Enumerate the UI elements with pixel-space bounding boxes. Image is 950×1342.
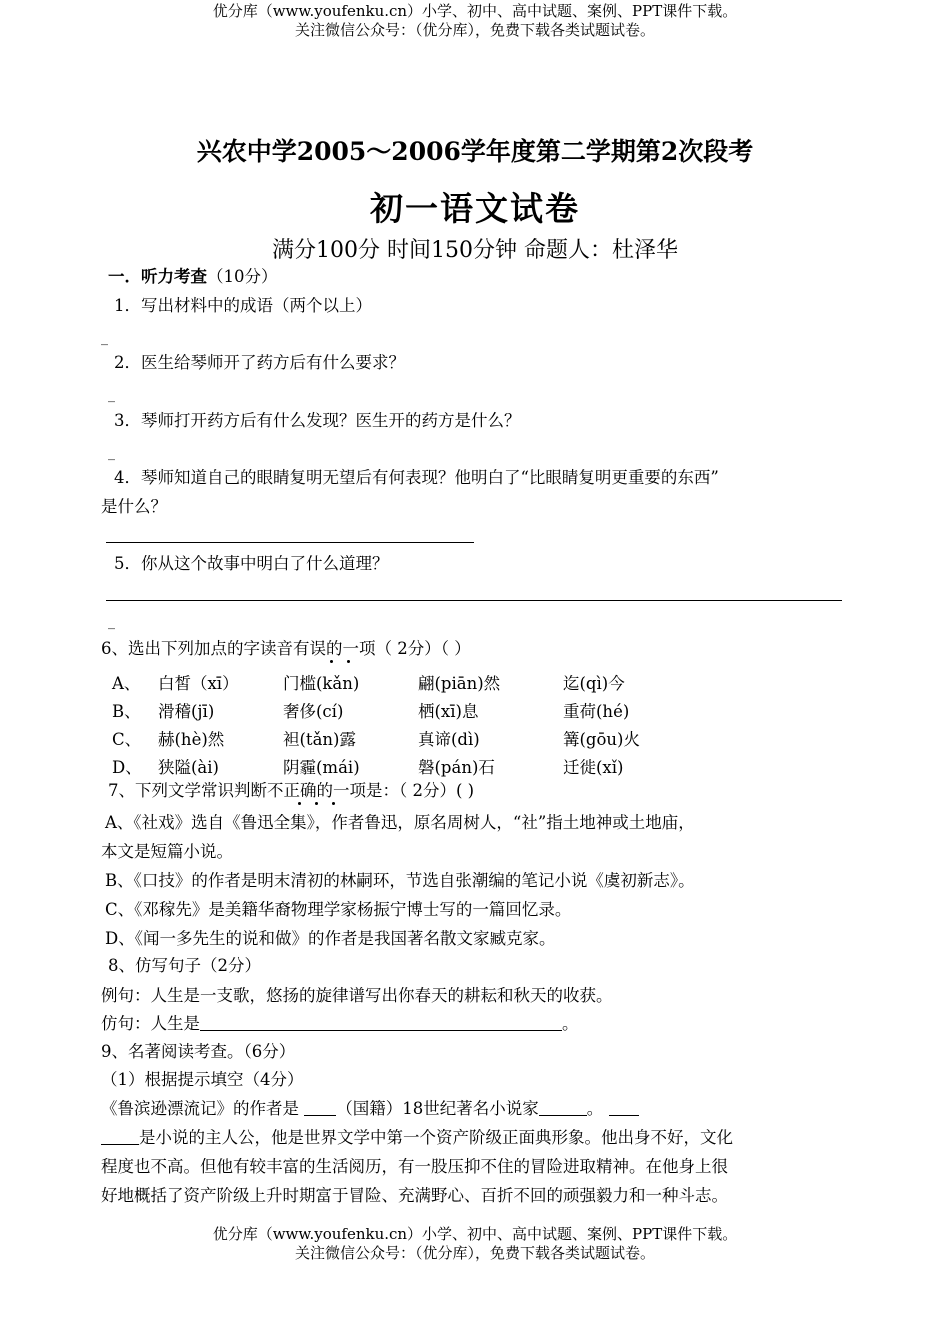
- q4-text-line1: 4．琴师知道自己的眼睛复明无望后有何表现？他明白了“比眼睛复明更重要的东西”: [114, 468, 719, 487]
- answer-dash: _: [108, 445, 115, 461]
- q7-option-d: D、《闻一多先生的说和做》的作者是我国著名散文家臧克家。: [105, 929, 556, 948]
- q9-protagonist-blank[interactable]: [609, 1099, 639, 1116]
- q9-author-label: 《鲁滨逊漂流记》的作者是: [101, 1099, 299, 1118]
- q9-novelist-blank[interactable]: [539, 1099, 587, 1116]
- option-item: 门槛(kǎn): [283, 674, 360, 693]
- option-item: 磐(pán)石: [418, 758, 495, 777]
- q1-text: 1．写出材料中的成语（两个以上）: [114, 296, 372, 315]
- option-item: 白皙（xī）: [158, 674, 239, 693]
- option-item: 赫(hè)然: [158, 730, 225, 749]
- option-item: 篝(gōu)火: [563, 730, 640, 749]
- q7-stem: 7、下列文学常识判断不正确的一项是：（ 2分）( ): [108, 781, 475, 800]
- q9-protagonist-blank-cont[interactable]: [101, 1128, 139, 1145]
- emphasis-dot: [347, 660, 350, 663]
- option-item: 阴霾(mái): [283, 758, 360, 777]
- exam-info: 满分100分 时间150分钟 命题人：杜泽华: [272, 238, 678, 263]
- q9-nationality-label: （国籍）18世纪著名小说家: [336, 1099, 539, 1118]
- q9-line1: [101, 1098, 639, 1120]
- q5-answer-line[interactable]: [106, 600, 842, 601]
- q7-option-b: B、《口技》的作者是明末清初的林嗣环，节选自张潮编的笔记小说《虞初新志》。: [105, 871, 695, 890]
- q9-line2: [101, 1127, 733, 1149]
- q8-example: 例句：人生是一支歌，悠扬的旋律谱写出你春天的耕耘和秋天的收获。: [101, 986, 613, 1005]
- option-item: 迁徙(xǐ): [563, 758, 624, 777]
- answer-dash: _: [108, 614, 115, 630]
- emphasis-dot: [332, 802, 335, 805]
- q9-line2-text: 是小说的主人公，他是世界文学中第一个资产阶级正面典形象。他出身不好，文化: [139, 1128, 733, 1147]
- q2-text: 2．医生给琴师开了药方后有什么要求？: [114, 353, 405, 372]
- option-item: 栖(xī)息: [418, 702, 479, 721]
- header-line-1: 优分库（www.youfenku.cn）小学、初中、高中试题、案例、PPT课件下载。: [212, 2, 738, 20]
- q7-option-a-line2: 本文是短篇小说。: [101, 842, 233, 861]
- option-item: 滑稽(jī): [158, 702, 215, 721]
- q9-author-blank[interactable]: [304, 1099, 336, 1116]
- answer-dash: _: [101, 330, 108, 346]
- option-label: C、: [112, 730, 142, 749]
- option-item: 狭隘(ài): [158, 758, 219, 777]
- section1-title: 一．听力考查: [108, 267, 207, 286]
- emphasis-dot: [315, 802, 318, 805]
- q3-text: 3．琴师打开药方后有什么发现？医生开的药方是什么？: [114, 411, 521, 430]
- q6-stem: 6、选出下列加点的字读音有误的一项（ 2分）（ ）: [101, 639, 471, 658]
- q9-line3: 程度也不高。但他有较丰富的生活阅历，有一股压抑不住的冒险进取精神。在他身上很: [101, 1157, 728, 1176]
- option-item: 迄(qì)今: [563, 674, 625, 693]
- q8-imitate-line: [101, 1013, 579, 1035]
- q9-sub1: （1）根据提示填空（4分）: [101, 1070, 304, 1089]
- footer-line-1: 优分库（www.youfenku.cn）小学、初中、高中试题、案例、PPT课件下载。: [212, 1225, 738, 1243]
- section1-heading: [108, 266, 278, 288]
- option-item: 真谛(dì): [418, 730, 480, 749]
- q4-answer-line[interactable]: [106, 542, 474, 543]
- answer-dash: _: [108, 387, 115, 403]
- q9-period: 。: [586, 1099, 604, 1118]
- q9-line4: 好地概括了资产阶级上升时期富于冒险、充满野心、百折不回的顽强毅力和一种斗志。: [101, 1186, 728, 1205]
- option-item: 奢侈(cí): [283, 702, 344, 721]
- option-label: A、: [112, 674, 141, 693]
- q8-imitate-label: 仿句：人生是: [101, 1014, 200, 1033]
- footer-line-2: 关注微信公众号：（优分库），免费下载各类试题试卷。: [294, 1244, 655, 1262]
- q8-answer-blank[interactable]: [200, 1014, 562, 1031]
- q7-option-a-line1: A、《社戏》选自《鲁迅全集》，作者鲁迅，原名周树人，“社”指土地神或土地庙，: [105, 813, 695, 832]
- exam-paper-title: 初一语文试卷: [370, 189, 580, 228]
- exam-school-title: 兴农中学2005～2006学年度第二学期第2次段考: [196, 137, 754, 166]
- option-label: D、: [112, 758, 142, 777]
- emphasis-dot: [330, 660, 333, 663]
- header-line-2: 关注微信公众号：（优分库），免费下载各类试题试卷。: [294, 21, 655, 39]
- q7-option-c: C、《邓稼先》是美籍华裔物理学家杨振宁博士写的一篇回忆录。: [105, 900, 572, 919]
- option-item: 重荷(hé): [563, 702, 630, 721]
- q9-stem: 9、名著阅读考查。（6分）: [101, 1042, 296, 1061]
- q8-stem: 8、仿写句子（2分）: [108, 956, 261, 975]
- q5-text: 5．你从这个故事中明白了什么道理？: [114, 554, 389, 573]
- option-item: 袒(tǎn)露: [283, 730, 356, 749]
- section1-score: （10分）: [207, 267, 278, 286]
- emphasis-dot: [298, 802, 301, 805]
- option-item: 翩(piān)然: [418, 674, 501, 693]
- q4-text-line2: 是什么？: [101, 497, 167, 516]
- q8-end-mark: 。: [562, 1014, 579, 1033]
- option-label: B、: [112, 702, 141, 721]
